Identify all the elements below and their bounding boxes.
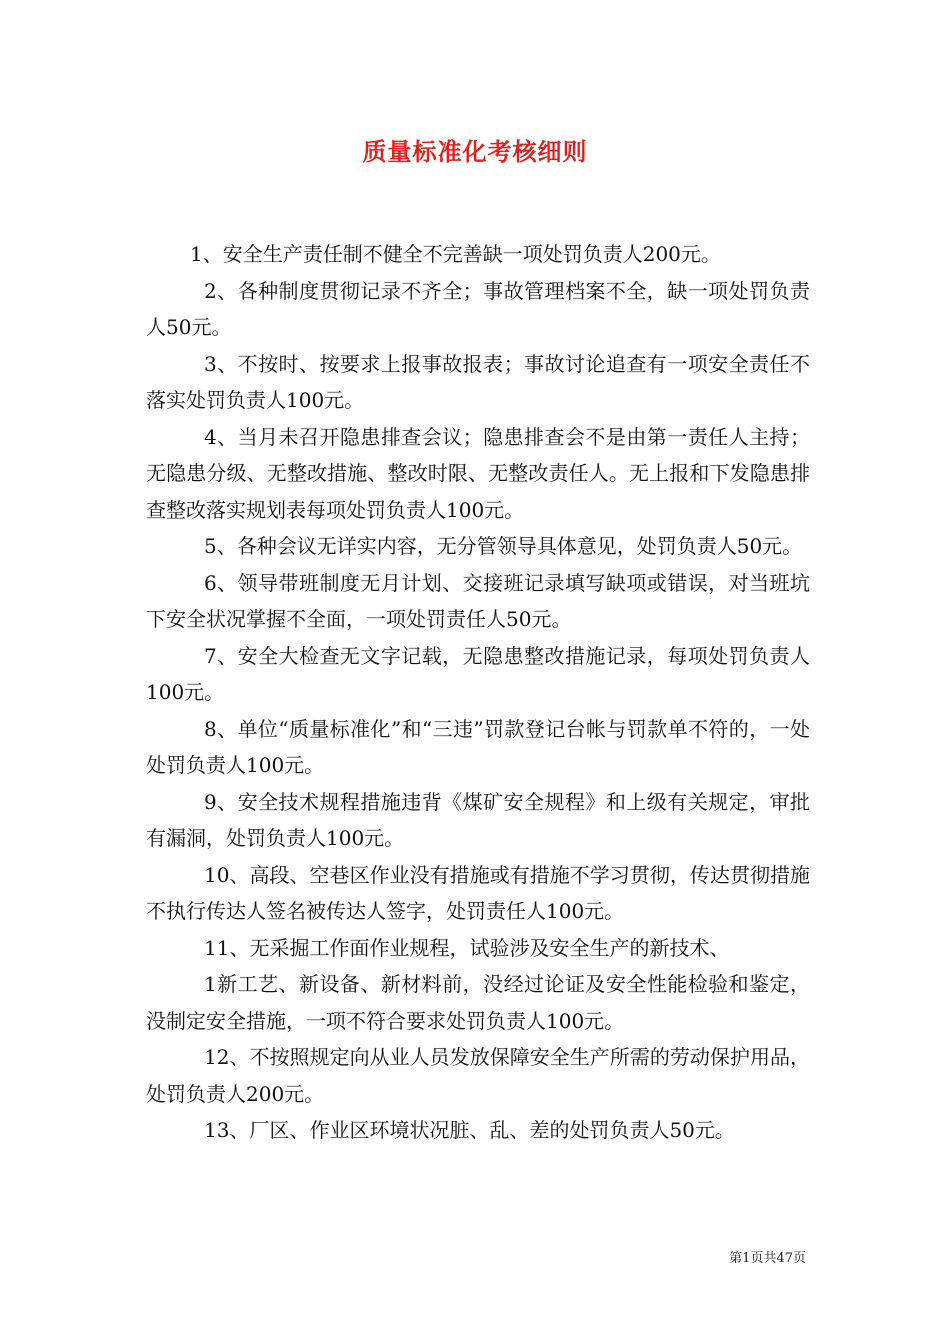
paragraph-12: 12、不按照规定向从业人员发放保障安全生产所需的劳动保护用品，处罚负责人200元。 bbox=[146, 1045, 810, 1106]
paragraph-6: 6、领导带班制度无月计划、交接班记录填写缺项或错误，对当班坑下安全状况掌握不全面，一项处罚责任人50元。 bbox=[146, 570, 810, 631]
paragraph-13: 13、厂区、作业区环境状况脏、乱、差的处罚负责人50元。 bbox=[204, 1118, 735, 1142]
paragraph-1: 1、安全生产责任制不健全不完善缺一项处罚负责人200元。 bbox=[190, 242, 721, 266]
document-body bbox=[146, 236, 810, 1149]
paragraph-11-continued: 1新工艺、新设备、新材料前，没经过论证及安全性能检验和鉴定，没制定安全措施，一项不符合要求处罚负责人100元。 bbox=[146, 972, 810, 1033]
paragraph-8: 8、单位“质量标准化”和“三违”罚款登记台帐与罚款单不符的，一处处罚负责人100元。 bbox=[146, 716, 810, 777]
paragraph-7: 7、安全大检查无文字记载，无隐患整改措施记录，每项处罚负责人100元。 bbox=[146, 643, 810, 704]
page-number: 第1页共47页 bbox=[729, 1251, 806, 1266]
paragraph-5: 5、各种会议无详实内容，无分管领导具体意见，处罚负责人50元。 bbox=[204, 534, 803, 558]
paragraph-2: 2、各种制度贯彻记录不齐全；事故管理档案不全，缺一项处罚负责人50元。 bbox=[146, 278, 810, 339]
paragraph-4: 4、当月未召开隐患排查会议；隐患排查会不是由第一责任人主持；无隐患分级、无整改措施、整改时限、无整改责任人。无上报和下发隐患排查整改落实规划表每项处罚负责人100元。 bbox=[146, 424, 810, 522]
paragraph-3: 3、不按时、按要求上报事故报表；事故讨论追查有一项安全责任不落实处罚负责人100元。 bbox=[146, 351, 810, 412]
paragraph-10: 10、高段、空巷区作业没有措施或有措施不学习贯彻，传达贯彻措施不执行传达人签名被传达人签字，处罚责任人100元。 bbox=[146, 862, 810, 923]
paragraph-9: 9、安全技术规程措施违背《煤矿安全规程》和上级有关规定，审批有漏洞，处罚负责人100元。 bbox=[146, 789, 810, 850]
document-title: 质量标准化考核细则 bbox=[362, 137, 588, 166]
paragraph-11: 11、无采掘工作面作业规程，试验涉及安全生产的新技术、 bbox=[204, 935, 730, 960]
